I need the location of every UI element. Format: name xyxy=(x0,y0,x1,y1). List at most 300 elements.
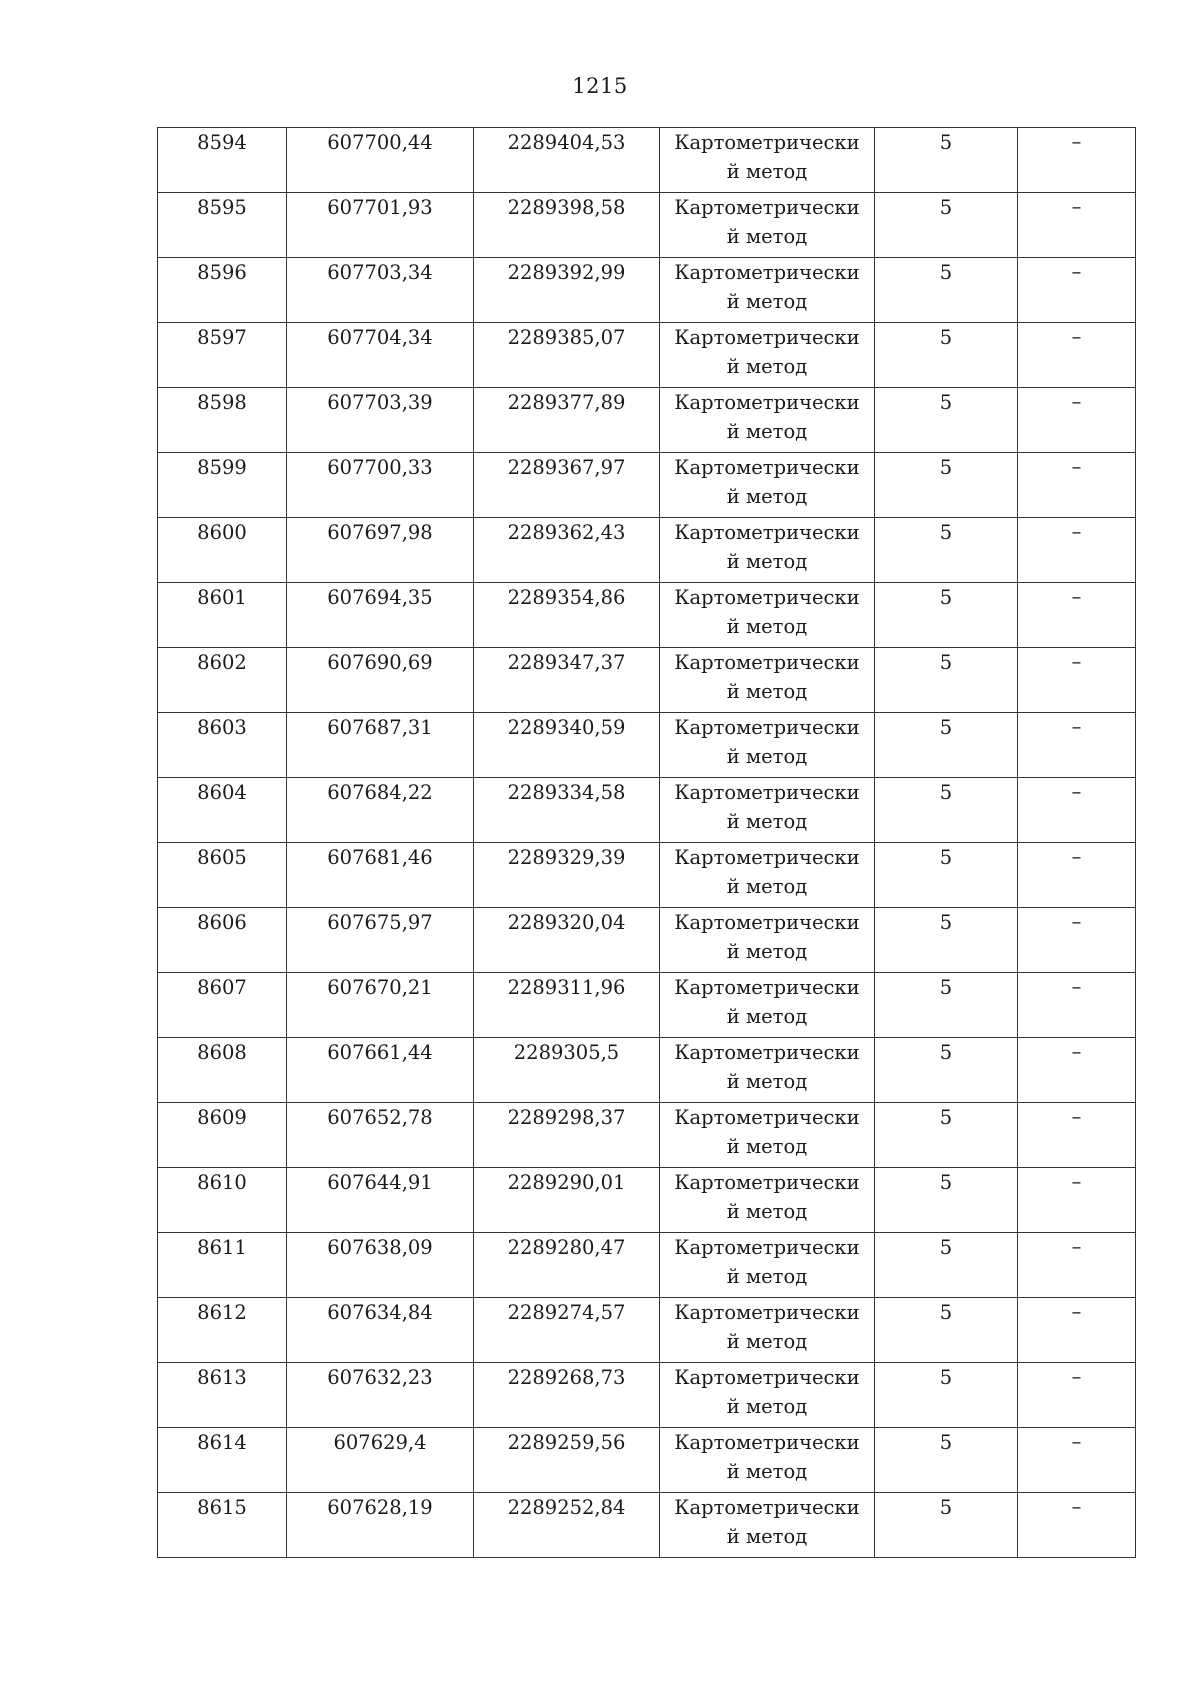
y-coordinate: 2289347,37 xyxy=(507,651,626,674)
table-row xyxy=(158,453,1136,518)
note-value: – xyxy=(1071,910,1082,933)
method-line-2: й метод xyxy=(726,1265,808,1288)
table-row xyxy=(158,323,1136,388)
method-line-2: й метод xyxy=(726,1460,808,1483)
x-coordinate: 607694,35 xyxy=(327,586,433,609)
method-cell xyxy=(660,453,875,518)
note-value: – xyxy=(1071,195,1082,218)
accuracy-value: 5 xyxy=(939,1496,953,1519)
method-cell xyxy=(660,583,875,648)
y-coordinate-cell xyxy=(474,1103,660,1168)
note-cell xyxy=(1018,1168,1136,1233)
accuracy-cell xyxy=(875,713,1018,778)
method-line-1: Картометрически xyxy=(674,781,860,804)
accuracy-value: 5 xyxy=(939,261,953,284)
x-coordinate: 607652,78 xyxy=(327,1106,433,1129)
method-cell xyxy=(660,713,875,778)
y-coordinate-cell xyxy=(474,843,660,908)
note-cell xyxy=(1018,1038,1136,1103)
method-line-1: Картометрически xyxy=(674,1496,860,1519)
y-coordinate: 2289320,04 xyxy=(507,911,626,934)
x-coordinate-cell xyxy=(287,648,474,713)
x-coordinate-cell xyxy=(287,1233,474,1298)
table-row xyxy=(158,258,1136,323)
x-coordinate-cell xyxy=(287,128,474,193)
note-cell xyxy=(1018,193,1136,258)
accuracy-cell xyxy=(875,1493,1018,1558)
point-number-cell xyxy=(158,1298,287,1363)
method-line-1: Картометрически xyxy=(674,326,860,349)
note-value: – xyxy=(1071,1495,1082,1518)
y-coordinate-cell xyxy=(474,1363,660,1428)
table-row xyxy=(158,1168,1136,1233)
point-number: 8603 xyxy=(197,716,247,739)
table-row xyxy=(158,1363,1136,1428)
accuracy-cell xyxy=(875,1038,1018,1103)
point-number: 8607 xyxy=(197,976,247,999)
accuracy-cell xyxy=(875,778,1018,843)
accuracy-value: 5 xyxy=(939,586,953,609)
x-coordinate: 607700,33 xyxy=(327,456,433,479)
point-number-cell xyxy=(158,1038,287,1103)
x-coordinate: 607703,34 xyxy=(327,261,433,284)
coordinates-table-body xyxy=(158,128,1136,1558)
y-coordinate: 2289290,01 xyxy=(507,1171,626,1194)
method-cell xyxy=(660,128,875,193)
note-value: – xyxy=(1071,715,1082,738)
note-value: – xyxy=(1071,1300,1082,1323)
point-number: 8596 xyxy=(197,261,247,284)
y-coordinate: 2289274,57 xyxy=(507,1301,626,1324)
note-value: – xyxy=(1071,1170,1082,1193)
accuracy-cell xyxy=(875,843,1018,908)
point-number-cell xyxy=(158,1428,287,1493)
point-number: 8599 xyxy=(197,456,247,479)
method-cell xyxy=(660,1103,875,1168)
note-cell xyxy=(1018,973,1136,1038)
point-number-cell xyxy=(158,453,287,518)
y-coordinate-cell xyxy=(474,453,660,518)
point-number: 8602 xyxy=(197,651,247,674)
accuracy-value: 5 xyxy=(939,1106,953,1129)
accuracy-cell xyxy=(875,1103,1018,1168)
method-line-1: Картометрически xyxy=(674,391,860,414)
method-line-2: й метод xyxy=(726,550,808,573)
note-cell xyxy=(1018,1428,1136,1493)
table-row xyxy=(158,713,1136,778)
y-coordinate: 2289354,86 xyxy=(507,586,626,609)
note-cell xyxy=(1018,908,1136,973)
accuracy-cell xyxy=(875,128,1018,193)
x-coordinate-cell xyxy=(287,1428,474,1493)
table-row xyxy=(158,1233,1136,1298)
method-line-2: й метод xyxy=(726,1070,808,1093)
y-coordinate-cell xyxy=(474,193,660,258)
x-coordinate-cell xyxy=(287,1168,474,1233)
accuracy-value: 5 xyxy=(939,976,953,999)
point-number: 8608 xyxy=(197,1041,247,1064)
note-value: – xyxy=(1071,975,1082,998)
y-coordinate: 2289268,73 xyxy=(507,1366,626,1389)
method-line-2: й метод xyxy=(726,680,808,703)
point-number-cell xyxy=(158,388,287,453)
method-cell xyxy=(660,1298,875,1363)
y-coordinate-cell xyxy=(474,1038,660,1103)
point-number: 8611 xyxy=(197,1236,247,1259)
y-coordinate-cell xyxy=(474,908,660,973)
accuracy-value: 5 xyxy=(939,326,953,349)
table-row xyxy=(158,1038,1136,1103)
note-value: – xyxy=(1071,780,1082,803)
note-value: – xyxy=(1071,455,1082,478)
note-value: – xyxy=(1071,1235,1082,1258)
point-number: 8612 xyxy=(197,1301,247,1324)
y-coordinate-cell xyxy=(474,258,660,323)
x-coordinate: 607629,4 xyxy=(333,1431,427,1454)
point-number: 8598 xyxy=(197,391,247,414)
method-cell xyxy=(660,1363,875,1428)
point-number: 8615 xyxy=(197,1496,247,1519)
accuracy-cell xyxy=(875,1428,1018,1493)
accuracy-cell xyxy=(875,1363,1018,1428)
method-line-2: й метод xyxy=(726,1005,808,1028)
note-cell xyxy=(1018,128,1136,193)
note-value: – xyxy=(1071,650,1082,673)
note-value: – xyxy=(1071,260,1082,283)
note-value: – xyxy=(1071,585,1082,608)
accuracy-value: 5 xyxy=(939,1236,953,1259)
table-row xyxy=(158,388,1136,453)
method-line-2: й метод xyxy=(726,615,808,638)
note-cell xyxy=(1018,1363,1136,1428)
y-coordinate-cell xyxy=(474,128,660,193)
y-coordinate-cell xyxy=(474,1168,660,1233)
x-coordinate: 607704,34 xyxy=(327,326,433,349)
accuracy-cell xyxy=(875,193,1018,258)
x-coordinate: 607703,39 xyxy=(327,391,433,414)
accuracy-cell xyxy=(875,1168,1018,1233)
point-number-cell xyxy=(158,1233,287,1298)
point-number-cell xyxy=(158,1363,287,1428)
y-coordinate-cell xyxy=(474,1428,660,1493)
point-number-cell xyxy=(158,1168,287,1233)
x-coordinate-cell xyxy=(287,193,474,258)
method-cell xyxy=(660,1233,875,1298)
method-line-1: Картометрически xyxy=(674,261,860,284)
method-cell xyxy=(660,1038,875,1103)
y-coordinate-cell xyxy=(474,323,660,388)
note-cell xyxy=(1018,778,1136,843)
point-number-cell xyxy=(158,908,287,973)
point-number-cell xyxy=(158,258,287,323)
x-coordinate: 607632,23 xyxy=(327,1366,433,1389)
method-line-2: й метод xyxy=(726,290,808,313)
point-number-cell xyxy=(158,1493,287,1558)
x-coordinate: 607700,44 xyxy=(327,131,433,154)
table-row xyxy=(158,843,1136,908)
method-line-1: Картометрически xyxy=(674,1301,860,1324)
point-number: 8601 xyxy=(197,586,247,609)
accuracy-value: 5 xyxy=(939,781,953,804)
point-number-cell xyxy=(158,843,287,908)
method-cell xyxy=(660,1168,875,1233)
note-cell xyxy=(1018,388,1136,453)
accuracy-value: 5 xyxy=(939,716,953,739)
point-number: 8604 xyxy=(197,781,247,804)
accuracy-value: 5 xyxy=(939,1431,953,1454)
accuracy-value: 5 xyxy=(939,846,953,869)
y-coordinate-cell xyxy=(474,713,660,778)
x-coordinate-cell xyxy=(287,453,474,518)
method-line-1: Картометрически xyxy=(674,1236,860,1259)
point-number: 8613 xyxy=(197,1366,247,1389)
accuracy-value: 5 xyxy=(939,391,953,414)
x-coordinate-cell xyxy=(287,583,474,648)
x-coordinate-cell xyxy=(287,1298,474,1363)
note-value: – xyxy=(1071,845,1082,868)
method-cell xyxy=(660,258,875,323)
accuracy-value: 5 xyxy=(939,651,953,674)
method-line-1: Картометрически xyxy=(674,586,860,609)
point-number: 8605 xyxy=(197,846,247,869)
accuracy-cell xyxy=(875,908,1018,973)
method-cell xyxy=(660,778,875,843)
x-coordinate: 607681,46 xyxy=(327,846,433,869)
y-coordinate: 2289259,56 xyxy=(507,1431,626,1454)
table-row xyxy=(158,1493,1136,1558)
note-value: – xyxy=(1071,130,1082,153)
point-number: 8595 xyxy=(197,196,247,219)
method-cell xyxy=(660,1428,875,1493)
method-line-1: Картометрически xyxy=(674,846,860,869)
method-line-2: й метод xyxy=(726,1200,808,1223)
accuracy-cell xyxy=(875,388,1018,453)
x-coordinate: 607684,22 xyxy=(327,781,433,804)
accuracy-value: 5 xyxy=(939,1366,953,1389)
x-coordinate: 607690,69 xyxy=(327,651,433,674)
point-number: 8594 xyxy=(197,131,247,154)
accuracy-cell xyxy=(875,973,1018,1038)
y-coordinate: 2289329,39 xyxy=(507,846,626,869)
accuracy-cell xyxy=(875,518,1018,583)
point-number-cell xyxy=(158,1103,287,1168)
accuracy-cell xyxy=(875,583,1018,648)
note-cell xyxy=(1018,1298,1136,1363)
y-coordinate: 2289385,07 xyxy=(507,326,626,349)
x-coordinate-cell xyxy=(287,1363,474,1428)
method-line-1: Картометрически xyxy=(674,1106,860,1129)
accuracy-cell xyxy=(875,258,1018,323)
method-line-2: й метод xyxy=(726,485,808,508)
x-coordinate: 607634,84 xyxy=(327,1301,433,1324)
accuracy-cell xyxy=(875,648,1018,713)
method-line-2: й метод xyxy=(726,1135,808,1158)
y-coordinate: 2289305,5 xyxy=(513,1041,620,1064)
y-coordinate-cell xyxy=(474,648,660,713)
x-coordinate-cell xyxy=(287,908,474,973)
method-line-2: й метод xyxy=(726,225,808,248)
note-cell xyxy=(1018,713,1136,778)
note-cell xyxy=(1018,453,1136,518)
method-cell xyxy=(660,843,875,908)
method-cell xyxy=(660,973,875,1038)
note-cell xyxy=(1018,1103,1136,1168)
table-row xyxy=(158,518,1136,583)
note-value: – xyxy=(1071,1105,1082,1128)
point-number-cell xyxy=(158,713,287,778)
method-cell xyxy=(660,323,875,388)
method-cell xyxy=(660,193,875,258)
y-coordinate-cell xyxy=(474,583,660,648)
note-cell xyxy=(1018,1493,1136,1558)
accuracy-value: 5 xyxy=(939,131,953,154)
accuracy-value: 5 xyxy=(939,521,953,544)
method-line-2: й метод xyxy=(726,355,808,378)
y-coordinate-cell xyxy=(474,1233,660,1298)
note-cell xyxy=(1018,583,1136,648)
method-line-1: Картометрически xyxy=(674,911,860,934)
table-row xyxy=(158,1428,1136,1493)
x-coordinate: 607638,09 xyxy=(327,1236,433,1259)
point-number: 8600 xyxy=(197,521,247,544)
note-value: – xyxy=(1071,325,1082,348)
table-row xyxy=(158,908,1136,973)
method-cell xyxy=(660,908,875,973)
table-row xyxy=(158,193,1136,258)
x-coordinate-cell xyxy=(287,713,474,778)
y-coordinate-cell xyxy=(474,778,660,843)
point-number-cell xyxy=(158,323,287,388)
note-value: – xyxy=(1071,1040,1082,1063)
note-value: – xyxy=(1071,390,1082,413)
y-coordinate-cell xyxy=(474,973,660,1038)
method-line-2: й метод xyxy=(726,940,808,963)
point-number: 8597 xyxy=(197,326,247,349)
y-coordinate: 2289367,97 xyxy=(507,456,626,479)
method-line-1: Картометрически xyxy=(674,716,860,739)
accuracy-value: 5 xyxy=(939,196,953,219)
y-coordinate: 2289280,47 xyxy=(507,1236,626,1259)
note-cell xyxy=(1018,518,1136,583)
x-coordinate-cell xyxy=(287,778,474,843)
method-line-2: й метод xyxy=(726,1525,808,1548)
method-line-1: Картометрически xyxy=(674,131,860,154)
x-coordinate-cell xyxy=(287,323,474,388)
x-coordinate: 607687,31 xyxy=(327,716,433,739)
x-coordinate-cell xyxy=(287,1103,474,1168)
coordinates-table xyxy=(157,127,1136,1558)
y-coordinate-cell xyxy=(474,1298,660,1363)
y-coordinate: 2289340,59 xyxy=(507,716,626,739)
method-line-2: й метод xyxy=(726,875,808,898)
method-line-1: Картометрически xyxy=(674,1041,860,1064)
point-number-cell xyxy=(158,973,287,1038)
method-line-1: Картометрически xyxy=(674,521,860,544)
method-line-2: й метод xyxy=(726,745,808,768)
y-coordinate: 2289311,96 xyxy=(507,976,626,999)
y-coordinate: 2289392,99 xyxy=(507,261,626,284)
method-cell xyxy=(660,648,875,713)
method-line-2: й метод xyxy=(726,1395,808,1418)
method-cell xyxy=(660,388,875,453)
x-coordinate-cell xyxy=(287,973,474,1038)
table-row xyxy=(158,778,1136,843)
x-coordinate: 607670,21 xyxy=(327,976,433,999)
note-cell xyxy=(1018,258,1136,323)
x-coordinate-cell xyxy=(287,518,474,583)
note-value: – xyxy=(1071,1365,1082,1388)
table-row xyxy=(158,648,1136,713)
method-line-2: й метод xyxy=(726,810,808,833)
method-line-1: Картометрически xyxy=(674,196,860,219)
method-line-1: Картометрически xyxy=(674,456,860,479)
point-number-cell xyxy=(158,193,287,258)
point-number-cell xyxy=(158,583,287,648)
method-cell xyxy=(660,518,875,583)
method-line-2: й метод xyxy=(726,1330,808,1353)
method-line-1: Картометрически xyxy=(674,1366,860,1389)
y-coordinate: 2289362,43 xyxy=(507,521,626,544)
x-coordinate: 607661,44 xyxy=(327,1041,433,1064)
x-coordinate: 607628,19 xyxy=(327,1496,433,1519)
x-coordinate: 607675,97 xyxy=(327,911,433,934)
point-number: 8606 xyxy=(197,911,247,934)
y-coordinate-cell xyxy=(474,388,660,453)
x-coordinate-cell xyxy=(287,1038,474,1103)
x-coordinate-cell xyxy=(287,258,474,323)
method-line-2: й метод xyxy=(726,160,808,183)
y-coordinate-cell xyxy=(474,1493,660,1558)
y-coordinate: 2289404,53 xyxy=(507,131,626,154)
y-coordinate: 2289334,58 xyxy=(507,781,626,804)
note-value: – xyxy=(1071,1430,1082,1453)
y-coordinate: 2289298,37 xyxy=(507,1106,626,1129)
point-number-cell xyxy=(158,128,287,193)
x-coordinate-cell xyxy=(287,388,474,453)
accuracy-cell xyxy=(875,323,1018,388)
y-coordinate: 2289377,89 xyxy=(507,391,626,414)
x-coordinate-cell xyxy=(287,1493,474,1558)
method-line-1: Картометрически xyxy=(674,976,860,999)
accuracy-value: 5 xyxy=(939,1171,953,1194)
point-number-cell xyxy=(158,648,287,713)
y-coordinate: 2289252,84 xyxy=(507,1496,626,1519)
table-row xyxy=(158,1103,1136,1168)
method-cell xyxy=(660,1493,875,1558)
accuracy-value: 5 xyxy=(939,1041,953,1064)
note-cell xyxy=(1018,1233,1136,1298)
point-number-cell xyxy=(158,518,287,583)
table-row xyxy=(158,1298,1136,1363)
y-coordinate-cell xyxy=(474,518,660,583)
table-row xyxy=(158,973,1136,1038)
point-number: 8609 xyxy=(197,1106,247,1129)
method-line-2: й метод xyxy=(726,420,808,443)
note-value: – xyxy=(1071,520,1082,543)
method-line-1: Картометрически xyxy=(674,651,860,674)
table-row xyxy=(158,583,1136,648)
accuracy-cell xyxy=(875,1298,1018,1363)
accuracy-value: 5 xyxy=(939,1301,953,1324)
point-number-cell xyxy=(158,778,287,843)
point-number: 8610 xyxy=(197,1171,247,1194)
table-row xyxy=(158,128,1136,193)
accuracy-value: 5 xyxy=(939,456,953,479)
method-line-1: Картометрически xyxy=(674,1431,860,1454)
point-number: 8614 xyxy=(197,1431,247,1454)
y-coordinate: 2289398,58 xyxy=(507,196,626,219)
page-number: 1215 xyxy=(572,74,628,98)
